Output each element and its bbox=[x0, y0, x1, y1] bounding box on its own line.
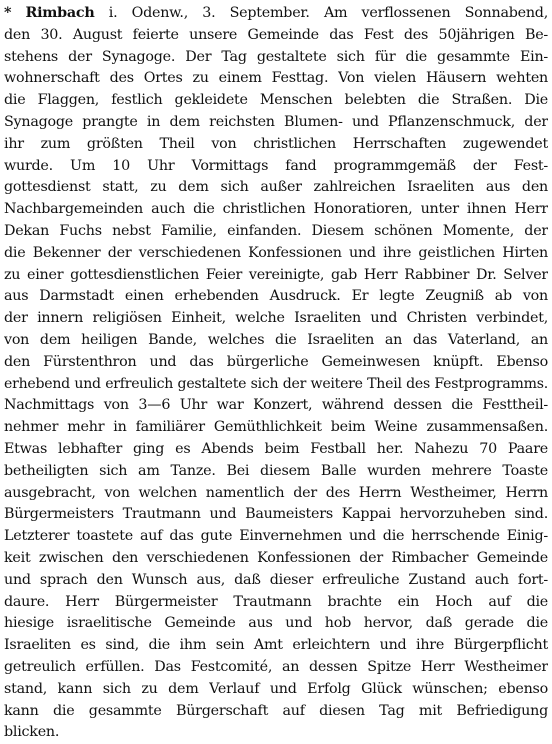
article-line-25: Letzterer toastete auf das gute Einvernehmen und die herrschende Einig- bbox=[4, 528, 548, 545]
article-line-28: daure. Herr Bürgermeister Trautmann brachte ein Hoch auf die bbox=[4, 593, 548, 610]
article-line-16: von dem heiligen Bande, welches die Israeliten an das Vaterland, an bbox=[4, 331, 548, 348]
article-line-32: stand, kann sich zu dem Verlauf und Erfolg Glück wünschen; ebenso bbox=[4, 680, 548, 697]
article-line-29: hiesige israelitische Gemeinde aus und hob hervor, daß gerade die bbox=[4, 615, 548, 632]
article-line-26: keit zwischen den verschiedenen Konfessionen der Rimbacher Gemeinde bbox=[4, 549, 548, 566]
article-line-23: ausgebracht, von welchen namentlich der des Herrn Westheimer, Herrn bbox=[4, 484, 548, 501]
article-line-4: wohnerschaft des Ortes zu einem Festtag. Von vielen Häusern wehten bbox=[4, 70, 548, 87]
article-line-18: erhebend und erfreulich gestaltete sich der weitere Theil des Festprogramms. bbox=[4, 375, 548, 392]
article-line-34: blicken. bbox=[4, 724, 60, 741]
article-line-33: kann die gesammte Bürgerschaft auf diesen Tag mit Befriedigung bbox=[4, 702, 548, 719]
article-line-15: der innern religiösen Einheit, welche Israeliten und Christen verbindet, bbox=[4, 310, 548, 327]
asterisk-marker: * bbox=[4, 5, 12, 21]
article-line-21: Etwas lebhafter ging es Abends beim Festball her. Nahezu 70 Paare bbox=[4, 440, 548, 457]
article-line-12: die Bekenner der verschiedenen Konfessionen und ihre geistlichen Hirten bbox=[4, 244, 548, 261]
article-line-5: die Flaggen, festlich gekleidete Menschen belebten die Straßen. Die bbox=[4, 92, 548, 109]
article-line-3: stehens der Synagoge. Der Tag gestaltete sich für die gesammte Ein- bbox=[4, 48, 548, 65]
article-line-10: Nachbargemeinden auch die christlichen Honoratioren, unter ihnen Herr bbox=[4, 201, 548, 218]
article-line-30: Israeliten es sind, die ihm sein Amt erleichtern und ihre Bürgerpflicht bbox=[4, 637, 548, 654]
article-line-31: getreulich erfüllen. Das Festcomité, an dessen Spitze Herr Westheimer bbox=[4, 658, 548, 675]
article-line-22: betheiligten sich am Tanze. Bei diesem Balle wurden mehrere Toaste bbox=[4, 462, 548, 479]
article-line-1 bbox=[4, 3, 548, 25]
article-line-2: den 30. August feierte unsere Gemeinde das Fest des 50jährigen Be- bbox=[4, 26, 548, 43]
article-line-14: aus Darmstadt einen erhebenden Ausdruck. Er legte Zeugniß ab von bbox=[4, 288, 548, 305]
article-line-11: Dekan Fuchs nebst Familie, einfanden. Diesem schönen Momente, der bbox=[4, 222, 548, 239]
article-line-24: Bürgermeisters Trautmann und Baumeisters Kappai hervorzuheben sind. bbox=[4, 506, 548, 523]
article-line-7: ihr zum größten Theil von christlichen Herrschaften zugewendet bbox=[4, 135, 548, 152]
article-line-8: wurde. Um 10 Uhr Vormittags fand programmgemäß der Fest- bbox=[4, 157, 548, 174]
article-line-19: Nachmittags von 3—6 Uhr war Konzert, während dessen die Festtheil- bbox=[4, 397, 548, 414]
article-line-13: zu einer gottesdienstlichen Feier vereinigte, gab Herr Rabbiner Dr. Selver bbox=[4, 266, 548, 283]
dateline-place: Rimbach bbox=[25, 5, 95, 21]
newspaper-article bbox=[4, 3, 548, 744]
article-line-text: i. Odenw., 3. September. Am verflossenen Sonnabend, bbox=[94, 5, 548, 21]
article-line-9: gottesdienst statt, zu dem sich außer zahlreichen Israeliten aus den bbox=[4, 179, 548, 196]
article-line-27: und sprach den Wunsch aus, daß dieser erfreuliche Zustand auch fort- bbox=[4, 571, 548, 588]
article-line-6: Synagoge prangte in dem reichsten Blumen- und Pflanzenschmuck, der bbox=[4, 113, 548, 130]
article-line-17: den Fürstenthron und das bürgerliche Gemeinwesen knüpft. Ebenso bbox=[4, 353, 548, 370]
article-line-20: nehmer mehr in familiärer Gemüthlichkeit beim Weine zusammensaßen. bbox=[4, 419, 548, 436]
